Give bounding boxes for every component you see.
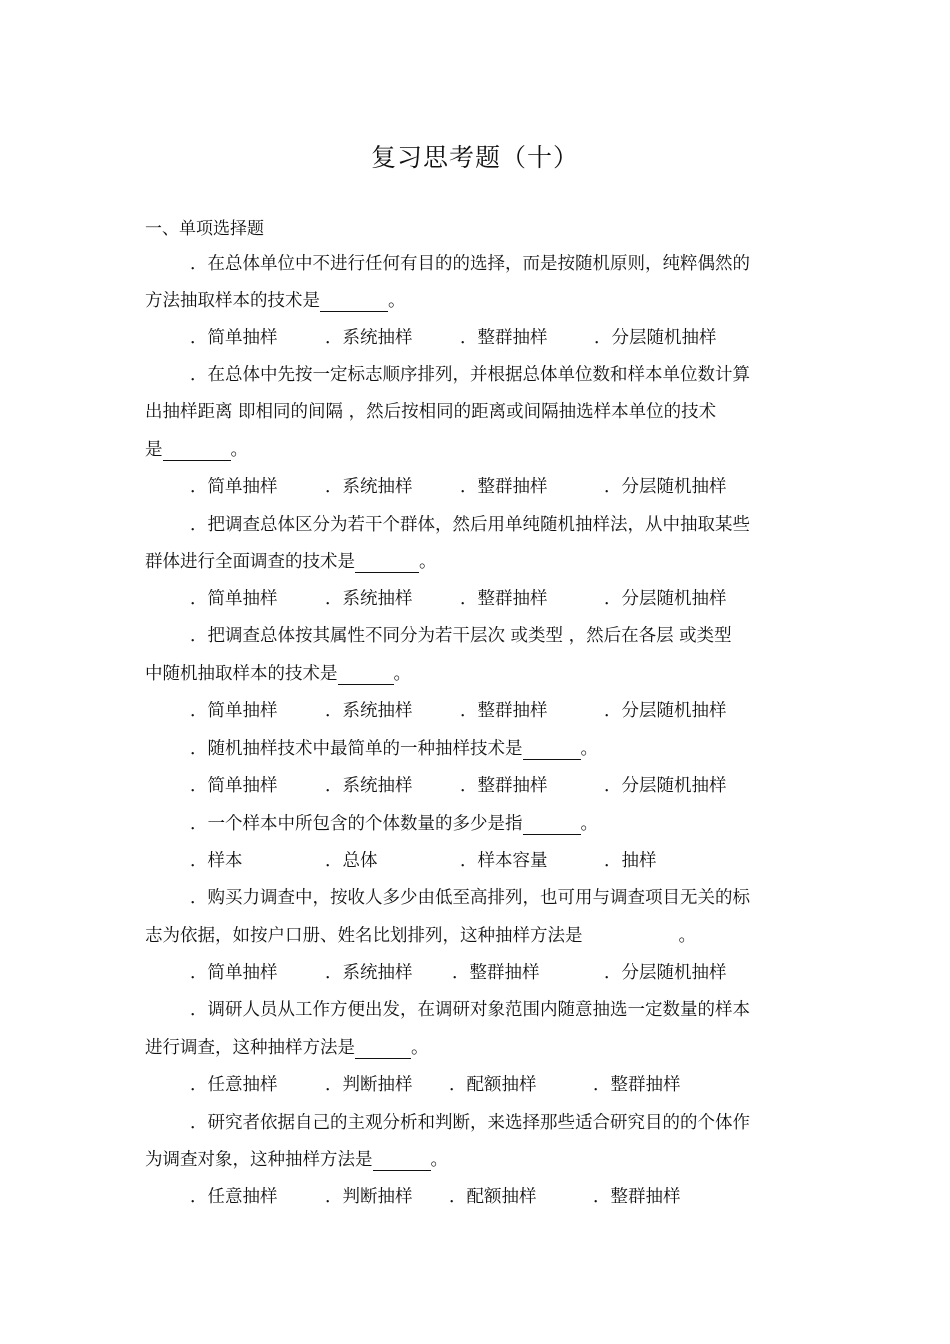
option-d: ．整群抽样	[593, 1187, 681, 1207]
option-b: ．判断抽样	[325, 1075, 413, 1095]
option-c: ．整群抽样	[452, 963, 540, 983]
question-7-line-2: 志为依据，如按户口册、姓名比划排列，这种抽样方法是 。	[145, 926, 696, 946]
option-d: ．抽样	[604, 851, 657, 871]
question-8-line-2: 进行调查，这种抽样方法是 。	[145, 1038, 429, 1058]
option-d: ．分层随机抽样	[604, 963, 727, 983]
answer-blank	[373, 1152, 431, 1171]
option-b: ．系统抽样	[325, 701, 413, 721]
option-b: ．总体	[325, 851, 378, 871]
answer-blank	[355, 1040, 411, 1059]
question-2-line-3: 是 。	[145, 440, 248, 460]
question-1-line-1: ．在总体单位中不进行任何有目的的选择，而是按随机原则，纯粹偶然的	[190, 254, 750, 274]
answer-blank	[523, 741, 581, 760]
option-b: ．判断抽样	[325, 1187, 413, 1207]
question-3-line-2: 群体进行全面调查的技术是 。	[145, 552, 437, 572]
option-a: ．任意抽样	[190, 1075, 278, 1095]
question-2-line-1: ．在总体中先按一定标志顺序排列，并根据总体单位数和样本单位数计算	[190, 365, 750, 385]
answer-blank	[355, 554, 419, 573]
option-c: ．配额抽样	[449, 1075, 537, 1095]
option-c: ．整群抽样	[460, 776, 548, 796]
option-a: ．简单抽样	[190, 477, 278, 497]
option-b: ．系统抽样	[325, 776, 413, 796]
answer-blank	[320, 293, 388, 312]
answer-blank	[523, 816, 581, 835]
option-d: ．分层随机抽样	[604, 776, 727, 796]
answer-blank	[163, 442, 231, 461]
option-d: ．分层随机抽样	[604, 589, 727, 609]
page-title: 复习思考题（十）	[370, 143, 579, 172]
question-3-line-1: ．把调查总体区分为若干个群体，然后用单纯随机抽样法，从中抽取某些	[190, 515, 750, 535]
option-a: ．任意抽样	[190, 1187, 278, 1207]
option-c: ．整群抽样	[460, 328, 548, 348]
option-c: ．整群抽样	[460, 477, 548, 497]
option-c: ．样本容量	[460, 851, 548, 871]
option-a: ．简单抽样	[190, 963, 278, 983]
option-b: ．系统抽样	[325, 328, 413, 348]
option-b: ．系统抽样	[325, 963, 413, 983]
option-d: ．整群抽样	[593, 1075, 681, 1095]
question-2-line-2: 出抽样距离 即相同的间隔 ，然后按相同的距离或间隔抽选样本单位的技术	[145, 402, 717, 422]
answer-blank	[583, 929, 679, 947]
option-b: ．系统抽样	[325, 477, 413, 497]
option-a: ．简单抽样	[190, 776, 278, 796]
option-c: ．整群抽样	[460, 589, 548, 609]
question-4-line-2: 中随机抽取样本的技术是 。	[145, 664, 411, 684]
question-6-line-1: ．一个样本中所包含的个体数量的多少是指 。	[190, 814, 598, 834]
answer-blank	[338, 666, 394, 685]
option-c: ．整群抽样	[460, 701, 548, 721]
option-a: ．样本	[190, 851, 243, 871]
option-d: ．分层随机抽样	[604, 477, 727, 497]
question-1-line-2: 方法抽取样本的技术是 。	[145, 291, 406, 311]
option-b: ．系统抽样	[325, 589, 413, 609]
question-4-line-1: ．把调查总体按其属性不同分为若干层次 或类型 ，然后在各层 或类型	[190, 626, 732, 646]
question-9-line-2: 为调查对象，这种抽样方法是 。	[145, 1150, 448, 1170]
question-8-line-1: ．调研人员从工作方便出发，在调研对象范围内随意抽选一定数量的样本	[190, 1000, 750, 1020]
question-7-line-1: ．购买力调查中，按收人多少由低至高排列，也可用与调查项目无关的标	[190, 888, 750, 908]
question-9-line-1: ．研究者依据自己的主观分析和判断，来选择那些适合研究目的的个体作	[190, 1113, 750, 1133]
option-a: ．简单抽样	[190, 589, 278, 609]
option-a: ．简单抽样	[190, 328, 278, 348]
option-d: ．分层随机抽样	[594, 328, 717, 348]
section-heading: 一、单项选择题	[145, 219, 264, 239]
question-5-line-1: ．随机抽样技术中最简单的一种抽样技术是 。	[190, 739, 598, 759]
option-a: ．简单抽样	[190, 701, 278, 721]
option-d: ．分层随机抽样	[604, 701, 727, 721]
option-c: ．配额抽样	[449, 1187, 537, 1207]
